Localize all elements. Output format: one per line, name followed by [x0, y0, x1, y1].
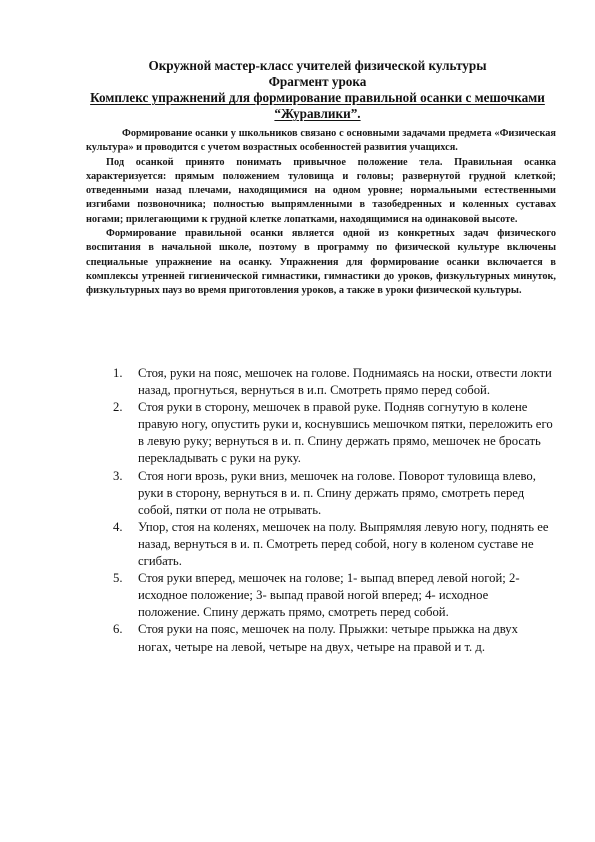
intro-paragraph: Формирование правильной осанки является одной из конкретных задач физического воспитания в начальной школе, поэтому в программу по физической культуре включены специальные упражнение на осанку. Упражнения для формирование осанки включается в комплексы утренней гигиенической гимнастики, гимнастики до уроков, физкультурных минуток, физкультурных пауз во время приготовления уроков, а также в уроки физической культуры. [86, 228, 556, 297]
document-subtitle: Комплекс упражнений для формирование правильной осанки с мешочками “Журавлики”. [90, 90, 545, 121]
exercise-number: 3. [113, 468, 123, 483]
exercise-number: 2. [113, 400, 123, 415]
exercise-item [113, 570, 553, 621]
exercise-text: Стоя руки в сторону, мешочек в правой руке. Подняв согнутую в колене правую ногу, опустить руки и, коснувшись мешочком пятки, переложить его в левую руку; вернуться в и. п. Спину держать прямо, мешочек не бросать перекладывать с руки на руку. [138, 400, 553, 466]
exercise-number: 4. [113, 519, 123, 534]
exercise-item [113, 399, 553, 467]
exercise-item [113, 365, 553, 399]
exercise-item [113, 621, 553, 655]
exercise-number: 5. [113, 571, 123, 586]
exercise-text: Стоя руки вперед, мешочек на голове; 1- выпад вперед левой ногой; 2-исходное положение; 3- выпад правой ногой вперед; 4- исходное положение. Спину держать прямо, смотреть перед собой. [138, 571, 520, 620]
intro-paragraph: Под осанкой принято понимать привычное положение тела. Правильная осанка характеризуется: прямым положением туловища и головы; развернутой грудной клеткой; отведенными назад плечами, находящимися на одном уровне; нормальными естественными изгибами позвоночника; полностью выпрямленными в тазобедренных и коленных суставах ногами; прилегающими к грудной клетке лопатками, находящимися на одинаковой высоте. [86, 156, 556, 225]
exercise-text: Стоя руки на пояс, мешочек на полу. Прыжки: четыре прыжка на двух ногах, четыре на левой, четыре на двух, четыре на правой и т. д. [138, 622, 518, 654]
intro-paragraph: Формирование осанки у школьников связано с основными задачами предмета «Физическая культура» и проводится с учетом возрастных особенностей развития учащихся. [86, 128, 556, 154]
exercise-number: 6. [113, 622, 123, 637]
document-header [90, 58, 545, 122]
exercise-list [113, 365, 553, 656]
event-title: Окружной мастер-класс учителей физической культуры [148, 58, 487, 73]
exercise-text: Стоя ноги врозь, руки вниз, мешочек на голове. Поворот туловища влево, руки в сторону, вернуться в и. п. Спину держать прямо, смотреть перед собой, пятки от пола не отрывать. [138, 468, 536, 517]
lesson-fragment-title: Фрагмент урока [268, 74, 367, 89]
intro-section [86, 127, 556, 299]
exercise-item [113, 468, 553, 519]
exercise-number: 1. [113, 366, 123, 380]
exercise-text: Упор, стоя на коленях, мешочек на полу. Выпрямляя левую ногу, поднять ее назад, вернуться в и. п. Смотреть перед собой, ногу в коленом суставе не сгибать. [138, 519, 549, 569]
exercise-text: Стоя, руки на пояс, мешочек на голове. Поднимаясь на носки, отвести локти назад, прогнуться, вернуться в и.п. Смотреть прямо перед собой. [138, 366, 552, 398]
exercise-item [113, 519, 553, 570]
